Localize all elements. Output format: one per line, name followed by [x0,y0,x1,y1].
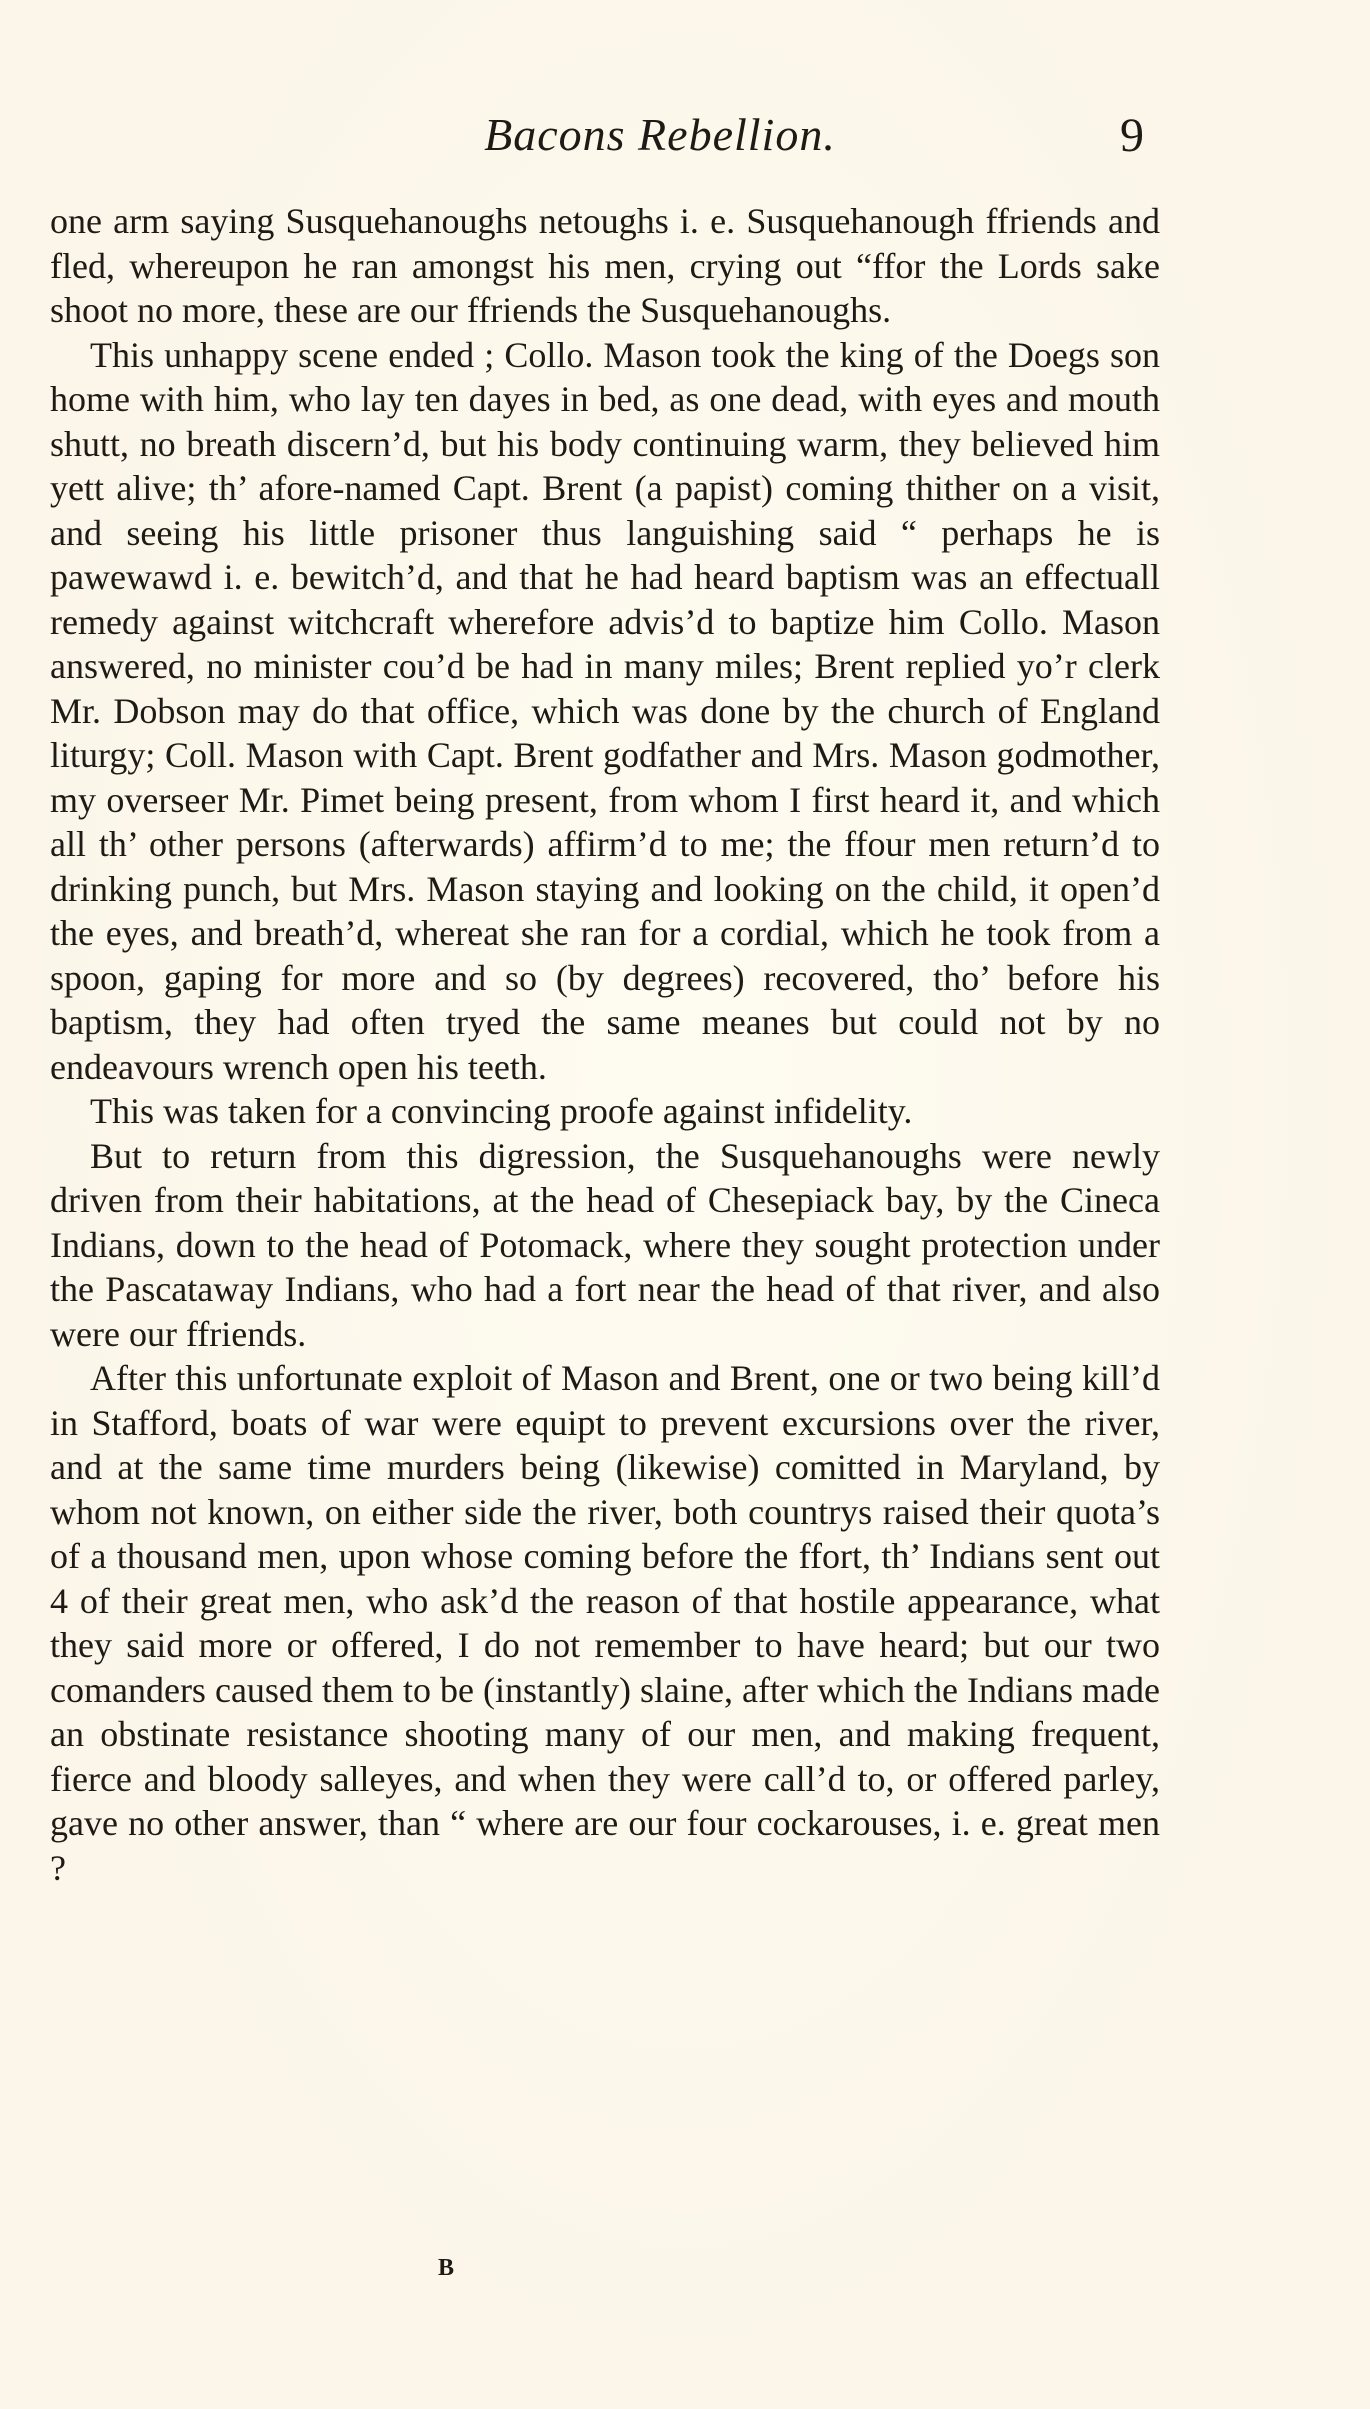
body-text [50,199,1160,1890]
paragraph-2: This unhappy scene ended ; Collo. Mason took the king of the Doegs son home with him, who lay ten dayes in bed, as one dead, with eyes and mouth shutt, no breath discern’d, but his body continuing warm, they believed him yett alive; th’ afore-named Capt. Brent (a papist) coming thither on a visit, and seeing his little prisoner thus languishing said “ perhaps he is pawewawd i. e. bewitch’d, and that he had heard baptism was an effectuall remedy against witchcraft wherefore advis’d to baptize him Collo. Mason answered, no minister cou’d be had in many miles; Brent replied yo’r clerk Mr. Dobson may do that office, which was done by the church of England liturgy; Coll. Mason with Capt. Brent godfather and Mrs. Mason godmother, my overseer Mr. Pimet being present, from whom I first heard it, and which all th’ other persons (afterwards) affirm’d to me; the ffour men return’d to drinking punch, but Mrs. Mason staying and looking on the child, it open’d the eyes, and breath’d, whereat she ran for a cordial, which he took from a spoon, gaping for more and so (by degrees) recovered, tho’ before his baptism, they had often tryed the same meanes but could not by no endeavours wrench open his teeth. [50,334,1160,1087]
paragraph-4: But to return from this digression, the Susquehanoughs were newly driven from their habitations, at the head of Chesepiack bay, by the Cineca Indians, down to the head of Potomack, where they sought protection under the Pascataway Indians, who had a fort near the head of that river, and also were our ffriends. [50,1135,1160,1354]
running-title: Bacons Rebellion. [484,109,836,160]
paragraph-1: one arm saying Susquehanoughs netoughs i. e. Susquehanough ffriends and fled, whereupon he ran amongst his men, crying out “ffor the Lords sake shoot no more, these are our ffriends the Susquehanoughs. [50,201,1160,330]
paragraph-5: After this unfortunate exploit of Mason and Brent, one or two being kill’d in Stafford, boats of war were equipt to prevent excursions over the river, and at the same time murders being (likewise) comitted in Maryland, by whom not known, on either side the river, both countrys raised their quota’s of a thousand men, upon whose coming before the ffort, th’ Indians sent out 4 of their great men, who ask’d the reason of that hostile appearance, what they said more or offered, I do not remember to have heard; but our two comanders caused them to be (instantly) slaine, after which the Indians made an obstinate resistance shooting many of our men, and making frequent, fierce and bloody salleyes, and when they were call’d to, or offered parley, gave no other answer, than “ where are our four cockarouses, i. e. great men ? [50,1358,1160,1888]
page-number: 9 [1120,109,1144,162]
paragraph-3: This was taken for a convincing proofe against infidelity. [90,1091,913,1131]
signature-mark: B [438,2255,456,2281]
running-head [0,108,1370,168]
